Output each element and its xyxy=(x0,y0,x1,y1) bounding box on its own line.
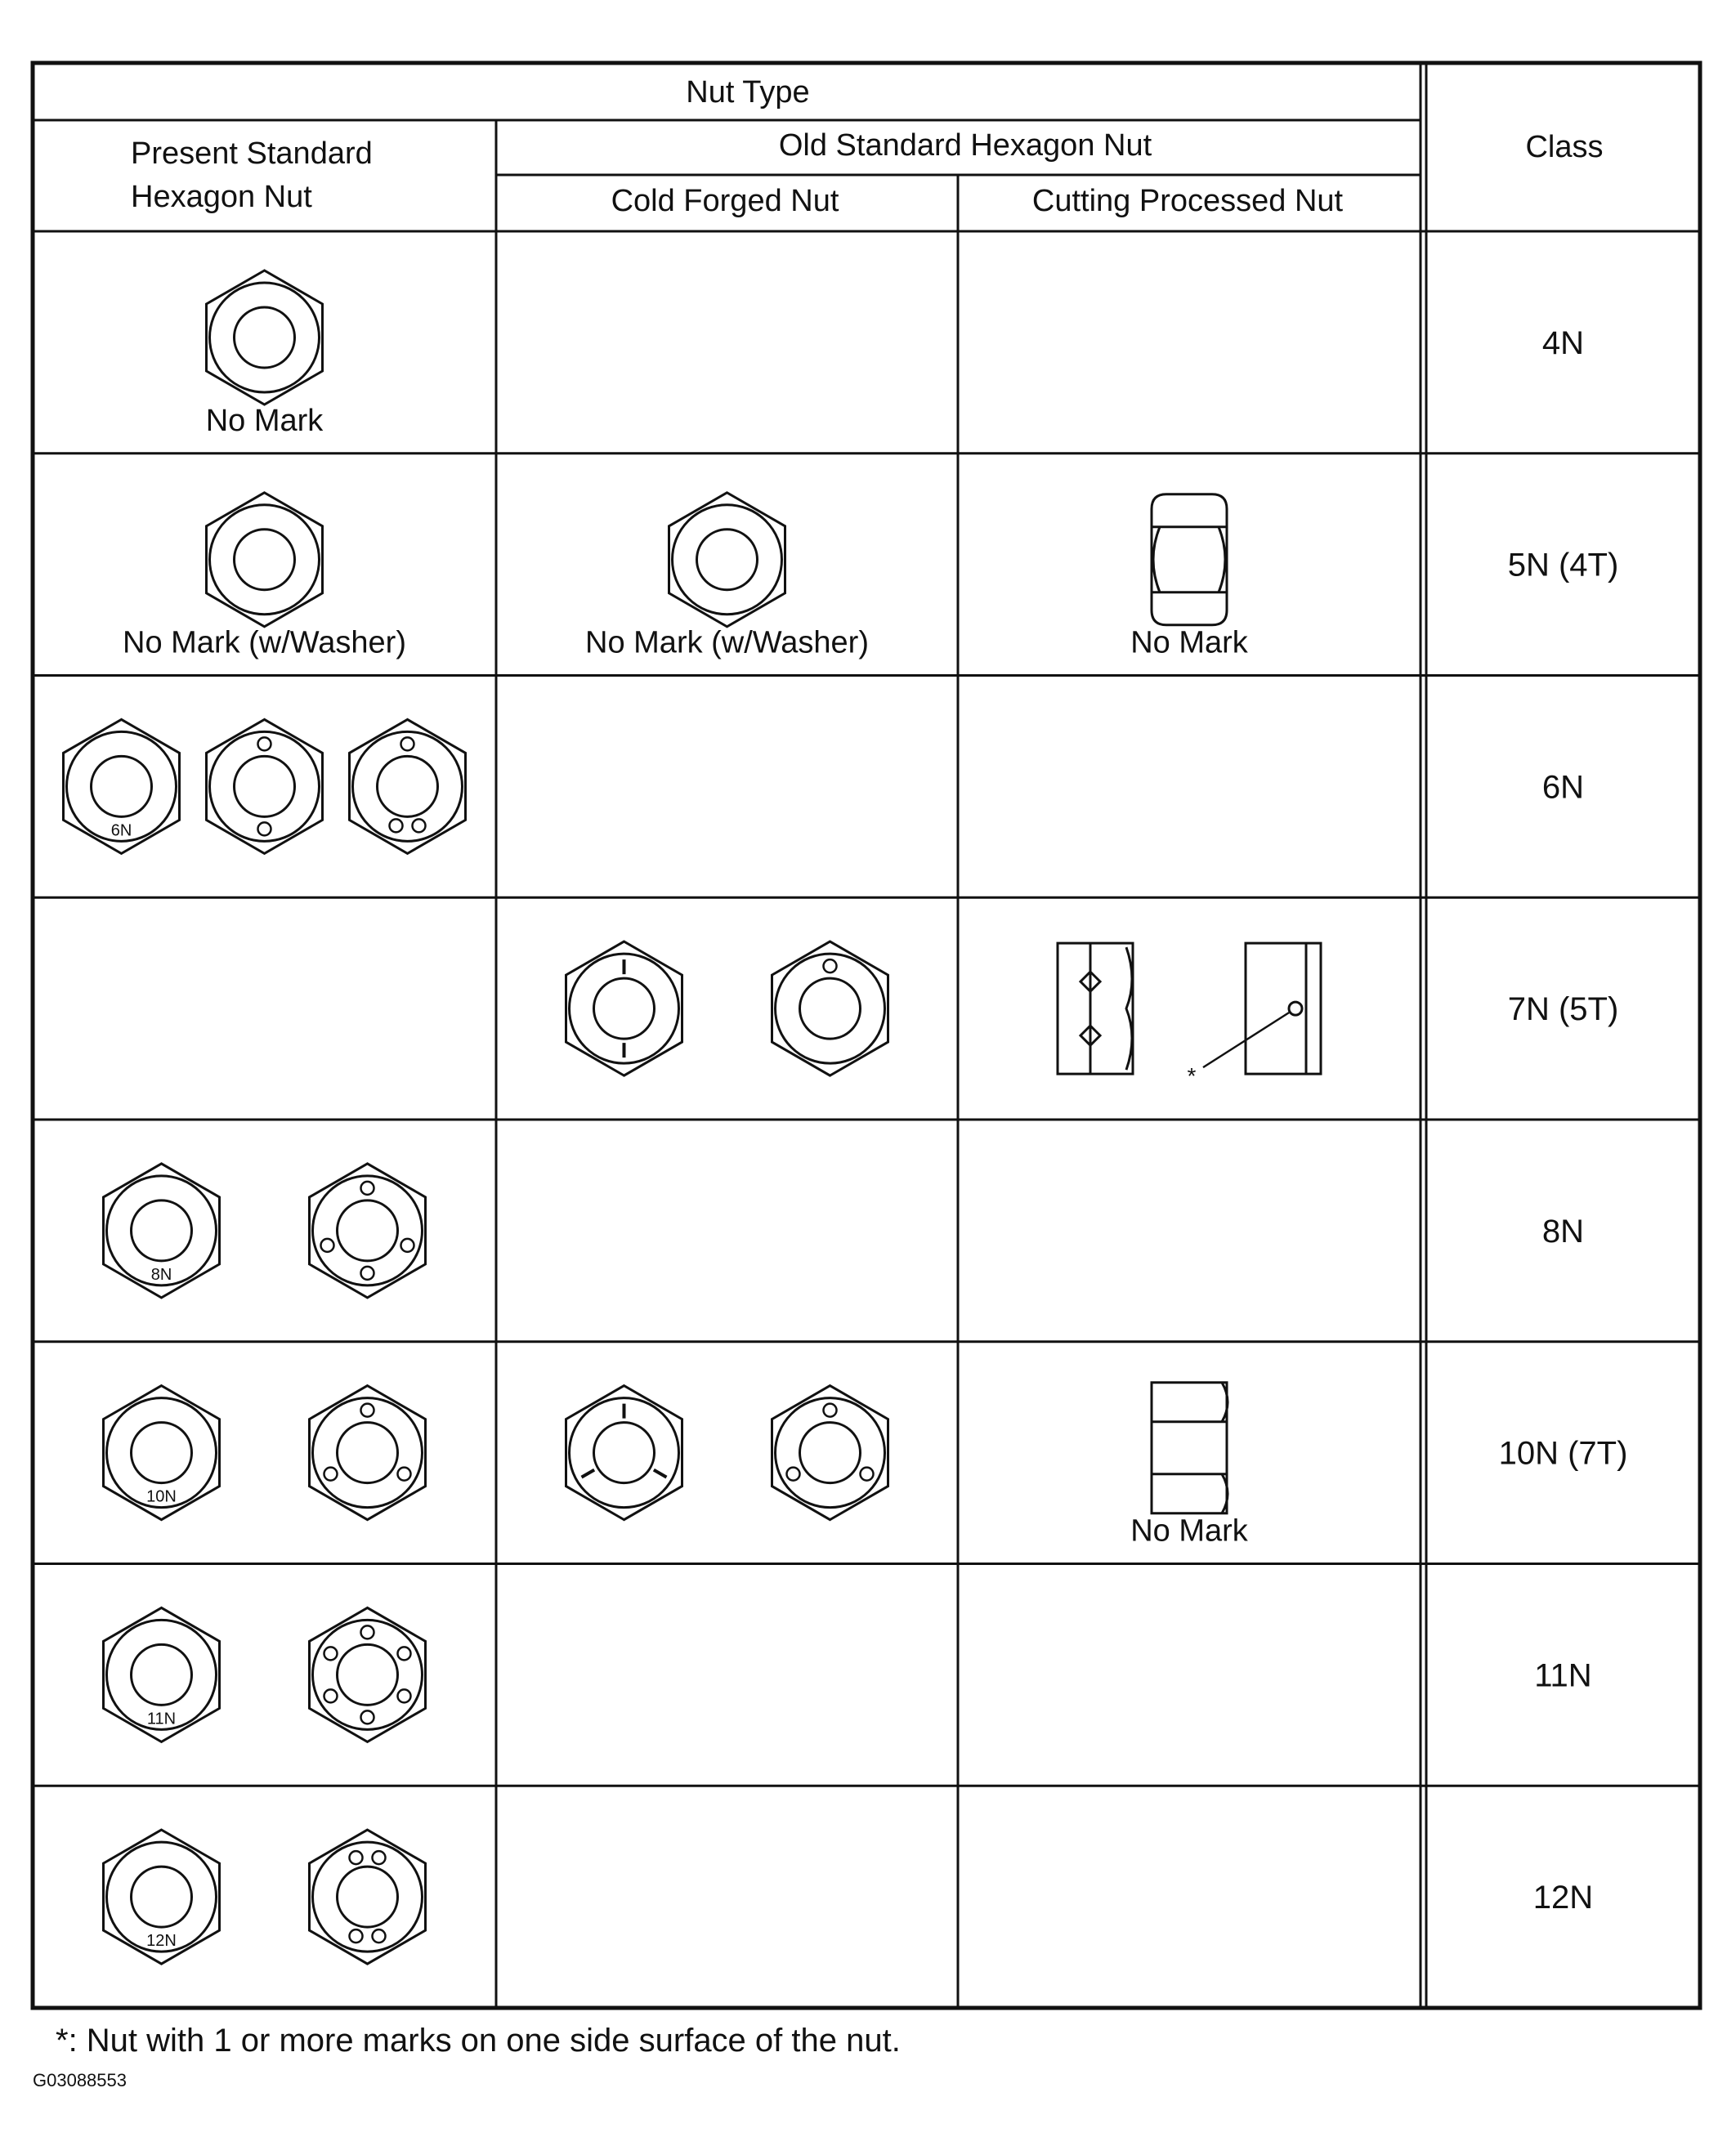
bore-circle xyxy=(338,1867,398,1927)
class-cell: 4N xyxy=(1541,324,1585,361)
asterisk-marker: * xyxy=(1187,1063,1197,1089)
cell-present xyxy=(64,719,466,853)
mark-dot xyxy=(324,1689,338,1702)
class-cell: 10N (7T) xyxy=(1498,1435,1628,1472)
hex-nut-top-icon xyxy=(772,941,888,1075)
bore-circle xyxy=(800,1423,861,1483)
table-row xyxy=(566,941,1619,1089)
hex-outline xyxy=(310,1830,426,1964)
washer-face-circle xyxy=(776,1398,885,1508)
cell-present xyxy=(104,1164,426,1298)
bore-circle xyxy=(594,978,655,1039)
mark-dot xyxy=(390,819,403,832)
hex-nut-top-icon xyxy=(310,1830,426,1964)
hex-nut-top-icon xyxy=(207,493,323,627)
mark-dot xyxy=(321,1239,334,1252)
hex-outline xyxy=(772,941,888,1075)
mark-label: No Mark xyxy=(205,403,324,438)
nut-class-mark-text: 11N xyxy=(146,1710,177,1728)
hex-outline xyxy=(207,270,323,405)
mark-label: No Mark xyxy=(1130,625,1248,660)
class-cell: 7N (5T) xyxy=(1507,991,1619,1028)
mark-dot xyxy=(361,1710,374,1724)
cell-cutting xyxy=(1130,494,1249,660)
side-outline xyxy=(1246,943,1321,1074)
hex-nut-top-icon xyxy=(310,1164,426,1298)
header-cutting-processed: Cutting Processed Nut xyxy=(1031,184,1344,218)
mark-dot xyxy=(398,1689,411,1702)
table-grid xyxy=(33,63,1700,2008)
hex-nut-top-icon xyxy=(772,1386,888,1520)
header-old-standard: Old Standard Hexagon Nut xyxy=(778,128,1152,163)
hex-nut-top-icon xyxy=(566,941,682,1075)
header-present-standard-line2: Hexagon Nut xyxy=(131,180,312,214)
class-cell: 5N (4T) xyxy=(1507,547,1619,583)
bore-circle xyxy=(338,1423,398,1483)
table-row xyxy=(104,1830,1594,1964)
washer-face-circle xyxy=(210,283,320,392)
face-curve xyxy=(1153,527,1160,592)
class-cell: 8N xyxy=(1541,1213,1585,1250)
mark-dot xyxy=(398,1468,411,1481)
header-cold-forged: Cold Forged Nut xyxy=(611,184,839,218)
class-cell: 6N xyxy=(1541,769,1585,806)
hex-nut-top-icon xyxy=(104,1164,220,1298)
nut-class-mark-text: 12N xyxy=(146,1932,177,1951)
bore-circle xyxy=(338,1200,398,1261)
cell-cold xyxy=(566,1386,888,1520)
mark-line xyxy=(582,1470,595,1478)
mark-dot xyxy=(350,1929,363,1943)
bore-circle xyxy=(235,530,295,590)
hex-outline xyxy=(310,1386,426,1520)
hex-nut-top-icon xyxy=(104,1830,220,1964)
bore-circle xyxy=(92,756,152,816)
hex-nut-top-icon xyxy=(310,1386,426,1520)
washer-face-circle xyxy=(313,1398,423,1508)
mark-dot xyxy=(787,1468,800,1481)
washer-face-circle xyxy=(210,505,320,615)
mark-dot xyxy=(401,737,414,750)
hex-nut-top-icon xyxy=(64,719,180,853)
hex-nut-side-icon xyxy=(1152,1383,1228,1513)
cell-cold xyxy=(585,493,869,660)
header-nut-type: Nut Type xyxy=(686,75,810,110)
side-outline xyxy=(1152,1383,1227,1513)
mark-label: No Mark (w/Washer) xyxy=(585,625,869,660)
figure-code: G03088553 xyxy=(33,2070,127,2090)
bore-circle xyxy=(132,1200,192,1261)
hex-outline xyxy=(669,493,785,627)
hex-nut-top-icon xyxy=(104,1607,220,1741)
face-curve xyxy=(1219,527,1225,592)
washer-face-circle xyxy=(313,1842,423,1952)
mark-dot xyxy=(361,1404,374,1417)
mark-dot xyxy=(824,959,837,972)
hex-nut-top-icon xyxy=(566,1386,682,1520)
washer-face-circle xyxy=(776,954,885,1063)
washer-face-circle xyxy=(673,505,782,615)
hex-outline xyxy=(207,493,323,627)
nut-class-mark-text: 10N xyxy=(146,1487,177,1506)
bore-circle xyxy=(378,756,438,816)
side-outline xyxy=(1152,494,1227,625)
mark-dot xyxy=(824,1404,837,1417)
side-outline xyxy=(1058,943,1133,1074)
table-row xyxy=(104,1383,1628,1549)
mark-dot xyxy=(373,1929,386,1943)
table-row xyxy=(104,1607,1592,1741)
mark-dot xyxy=(373,1851,386,1864)
cell-present xyxy=(104,1830,426,1964)
table-row xyxy=(64,719,1585,853)
mark-dot xyxy=(324,1647,338,1660)
table-row xyxy=(104,1164,1585,1298)
hex-nut-side-icon xyxy=(1152,494,1227,625)
hex-nut-side-icon xyxy=(1058,943,1133,1074)
hex-nut-top-icon xyxy=(104,1386,220,1520)
nut-class-mark-text: 8N xyxy=(150,1265,172,1284)
mark-dot xyxy=(361,1182,374,1195)
hex-nut-top-icon xyxy=(207,719,323,853)
cell-cutting xyxy=(1058,943,1321,1089)
bore-circle xyxy=(338,1644,398,1705)
bore-circle xyxy=(235,756,295,816)
hex-outline xyxy=(772,1386,888,1520)
hex-outline xyxy=(350,719,466,853)
hex-outline xyxy=(207,719,323,853)
mark-dot xyxy=(1289,1002,1302,1015)
mark-dot xyxy=(324,1468,338,1481)
mark-label: No Mark xyxy=(1130,1513,1248,1549)
bore-circle xyxy=(132,1644,192,1705)
mark-dot xyxy=(413,819,426,832)
washer-face-circle xyxy=(313,1176,423,1285)
mark-label: No Mark (w/Washer) xyxy=(123,625,406,660)
hex-nut-side-icon xyxy=(1246,943,1321,1074)
chamfer-curve xyxy=(1126,947,1132,1070)
hex-nut-top-icon xyxy=(207,270,323,405)
table-row xyxy=(123,493,1618,660)
mark-dot xyxy=(401,1239,414,1252)
mark-line xyxy=(654,1470,667,1478)
mark-dot xyxy=(398,1647,411,1660)
mark-dot xyxy=(861,1468,874,1481)
bore-circle xyxy=(235,307,295,368)
cell-cold xyxy=(566,941,888,1075)
hex-nut-top-icon xyxy=(310,1607,426,1741)
table-row xyxy=(206,270,1584,438)
header-present-standard-line1: Present Standard xyxy=(131,136,373,171)
mark-dot xyxy=(361,1267,374,1280)
mark-dot xyxy=(258,822,271,835)
washer-face-circle xyxy=(210,731,320,841)
cell-present xyxy=(104,1386,426,1520)
hex-outline xyxy=(310,1607,426,1741)
cell-present xyxy=(104,1607,426,1741)
mark-dot xyxy=(350,1851,363,1864)
cell-cutting xyxy=(1130,1383,1249,1549)
washer-face-circle xyxy=(313,1620,423,1729)
washer-face-circle xyxy=(353,731,463,841)
bore-circle xyxy=(132,1867,192,1927)
hex-nut-top-icon xyxy=(669,493,785,627)
hex-nut-top-icon xyxy=(350,719,466,853)
class-cell: 12N xyxy=(1532,1880,1594,1916)
cell-present xyxy=(206,270,324,438)
class-cell: 11N xyxy=(1534,1657,1592,1694)
bore-circle xyxy=(594,1423,655,1483)
cell-present xyxy=(123,493,406,660)
header-class: Class xyxy=(1525,130,1604,164)
footnote: *: Nut with 1 or more marks on one side surface of the nut. xyxy=(56,2023,901,2059)
hex-outline xyxy=(310,1164,426,1298)
bore-circle xyxy=(800,978,861,1039)
bore-circle xyxy=(132,1423,192,1483)
mark-dot xyxy=(258,737,271,750)
mark-dot xyxy=(361,1625,374,1639)
bore-circle xyxy=(697,530,758,590)
table-body xyxy=(64,270,1628,1964)
table-border xyxy=(33,63,1700,2008)
nut-class-mark-text: 6N xyxy=(110,821,132,840)
